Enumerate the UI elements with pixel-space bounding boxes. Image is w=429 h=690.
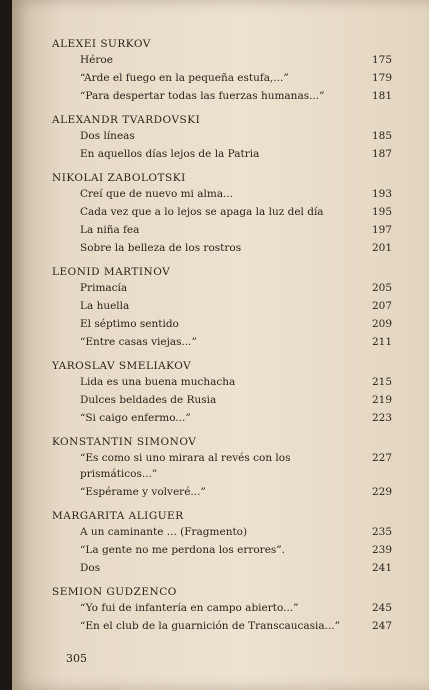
author-heading: NIKOLAI ZABOLOTSKI [52,172,186,184]
poem-title: “Entre casas viejas...” [80,336,197,348]
poem-page-number: 229 [371,486,392,498]
toc-entry [52,450,392,482]
poem-page-number: 181 [371,90,392,102]
poem-title: Dulces beldades de Rusia [80,394,217,406]
toc-entry [52,186,392,202]
toc-entry [52,280,392,296]
poem-page-number: 209 [371,318,392,330]
toc-entry [52,316,392,332]
poem-page-number: 239 [371,544,392,556]
poem-title: Creí que de nuevo mi alma... [80,188,234,200]
poem-title: “Espérame y volveré...” [80,486,206,498]
poem-title: Héroe [80,54,113,66]
poem-title: “Para despertar todas las fuerzas humanas...” [80,90,325,102]
poem-page-number: 207 [371,300,392,312]
poem-page-number: 247 [371,620,392,632]
toc-entry [52,374,392,390]
poem-page-number: 195 [371,206,392,218]
poem-title: “La gente no me perdona los errores”. [80,544,286,556]
author-heading: KONSTANTIN SIMONOV [52,436,197,448]
toc-entry [52,146,392,162]
poem-title: Lida es una buena muchacha [80,376,236,388]
poem-page-number: 185 [371,130,392,142]
poem-page-number: 215 [371,376,392,388]
poem-title: “En el club de la guarnición de Transcaucasia...” [80,620,341,632]
toc-entry [52,204,392,220]
toc-entry [52,334,392,350]
page-number: 305 [66,652,87,665]
poem-page-number: 193 [371,188,392,200]
toc-entry [52,298,392,314]
poem-page-number: 219 [371,394,392,406]
poem-page-number: 241 [371,562,392,574]
poem-page-number: 197 [371,224,392,236]
poem-title: “Yo fui de infantería en campo abierto...” [80,602,299,614]
author-heading: YAROSLAV SMELIAKOV [52,360,192,372]
poem-title: Sobre la belleza de los rostros [80,242,242,254]
poem-title: El séptimo sentido [80,318,179,330]
author-heading: ALEXEI SURKOV [52,38,151,50]
poem-title: La huella [80,300,130,312]
poem-page-number: 223 [371,412,392,424]
poem-title: “Arde el fuego en la pequeña estufa,...” [80,72,289,84]
toc-entry [52,128,392,144]
toc-entry [52,542,392,558]
poem-title: A un caminante ... (Fragmento) [80,526,248,538]
poem-page-number: 227 [371,452,392,464]
poem-title: Dos líneas [80,130,135,142]
toc-entry [52,70,392,86]
poem-title: Cada vez que a lo lejos se apaga la luz del día [80,206,324,218]
book-page [12,0,429,690]
toc-entry [52,410,392,426]
poem-title: En aquellos días lejos de la Patria [80,148,260,160]
toc-entry [52,560,392,576]
poem-page-number: 187 [371,148,392,160]
toc-entry [52,222,392,238]
toc-entry [52,52,392,68]
poem-page-number: 211 [371,336,392,348]
poem-page-number: 175 [371,54,392,66]
poem-title: La niña fea [80,224,140,236]
toc-entry [52,392,392,408]
author-heading: LEONID MARTINOV [52,266,171,278]
poem-title: Dos [80,562,101,574]
poem-title: “Es como si uno mirara al revés con los prismáticos...” [80,452,291,480]
table-of-contents [52,38,392,634]
poem-page-number: 179 [371,72,392,84]
toc-entry [52,240,392,256]
toc-entry [52,618,392,634]
toc-entry [52,88,392,104]
author-heading: MARGARITA ALIGUER [52,510,184,522]
author-heading: SEMION GUDZENCO [52,586,177,598]
toc-entry [52,600,392,616]
poem-page-number: 245 [371,602,392,614]
poem-page-number: 201 [371,242,392,254]
poem-page-number: 205 [371,282,392,294]
toc-entry [52,524,392,540]
poem-title: “Si caigo enfermo...” [80,412,191,424]
poem-title: Primacía [80,282,128,294]
author-heading: ALEXANDR TVARDOVSKI [52,114,201,126]
toc-entry [52,484,392,500]
poem-page-number: 235 [371,526,392,538]
